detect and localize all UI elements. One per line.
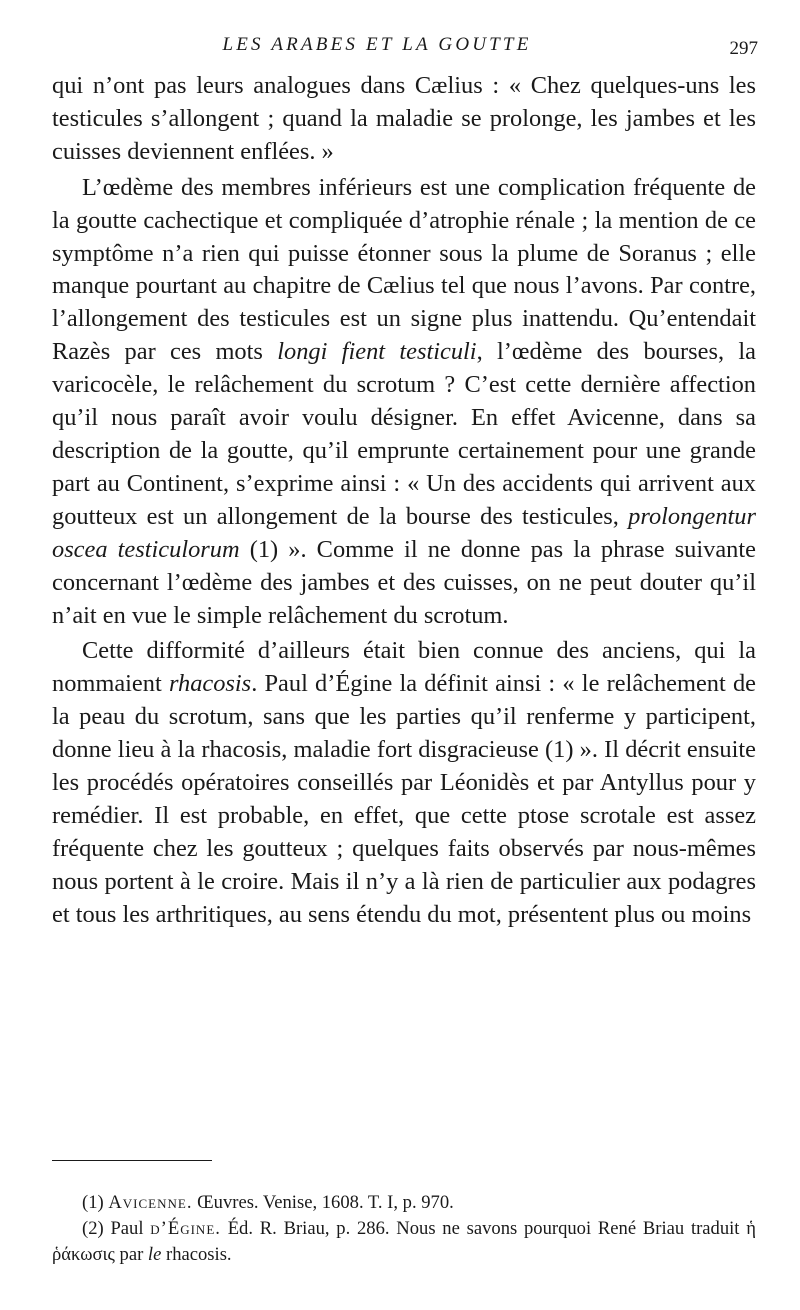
footnote-2: [52, 1216, 756, 1268]
paragraph-3-text-a: Cette difformité d’ailleurs était bien connue des anciens, qui la nommaient: [52, 637, 756, 698]
running-head: [52, 34, 758, 58]
paragraph-2-text-b: , l’œdème des bourses, la varicocèle, le relâchement du scrotum ? C’est cette dernière affection qu’il nous paraît avoir voulu désigner. En effet Avicenne, dans sa description de la goutte, qu’il emprunte certainement pour une grande part au Continent, s’exprime ainsi : « Un des accidents qui arrivent aux goutteux est un allongement de la bourse des testicules,: [52, 338, 756, 530]
footnote-2-text-b: par: [119, 1244, 144, 1265]
footnote-2-le: le: [147, 1244, 162, 1265]
body-text: [52, 70, 756, 932]
latin-quote-2: prolongentur oscea testiculorum: [52, 502, 756, 563]
footnote-2-author: d’Égine.: [150, 1218, 221, 1239]
footnote-1-number: (1): [82, 1192, 104, 1213]
term-rhacosis: rhacosis: [168, 670, 252, 698]
footnote-2-text-c: rhacosis.: [166, 1244, 232, 1265]
paragraph-2-text-a: L’œdème des membres inférieurs est une complication fréquente de la goutte cachectique et compliquée d’atrophie rénale ; la mention de ce symptôme n’a rien qui puisse étonner sous la plume de Soranus ; elle manque pourtant au chapitre de Cælius tel que nous l’avons. Par contre, l’allongement des testicules est un signe plus inattendu. Qu’entendait Razès par ces mots: [52, 173, 756, 366]
paragraph-1-text: qui n’ont pas leurs analogues dans Cælius : « Chez quelques-uns les testicules s’allongent ; quand la maladie se prolonge, les jambes et les cuisses deviennent enflées. »: [52, 72, 756, 165]
footnote-2-author-pre: Paul: [110, 1218, 144, 1239]
paragraph-3: [52, 635, 756, 931]
footnotes: [52, 1190, 756, 1268]
footnote-1: [52, 1190, 756, 1216]
footnote-1-author: Avicenne.: [108, 1192, 193, 1213]
paragraph-1: [52, 70, 756, 169]
footnote-2-text-a: Éd. R. Briau, p. 286. Nous ne savons pourquoi René Briau traduit: [227, 1218, 740, 1239]
footnote-2-number: (2): [82, 1218, 104, 1239]
page-number: 297: [729, 38, 758, 59]
footnote-2-greek: ἡ ῥάκωσις: [52, 1218, 756, 1265]
running-title: LES ARABES ET LA GOUTTE: [222, 34, 532, 55]
footnote-1-text: Œuvres. Venise, 1608. T. I, p. 970.: [197, 1192, 454, 1213]
paragraph-2-text-c: (1) ». Comme il ne donne pas la phrase suivante concernant l’œdème des jambes et des cuisses, on ne peut douter qu’il n’ait en vue le simple relâchement du scrotum.: [52, 535, 756, 629]
paragraph-3-text-b: . Paul d’Égine la définit ainsi : « le relâchement de la peau du scrotum, sans que les parties qu’il renferme y participent, donne lieu à la rhacosis, maladie fort disgracieuse (1) ». Il décrit ensuite les procédés opératoires conseillés par Léonidès et par Antyllus pour y remédier. Il est probable, en effet, que cette ptose scrotale est assez fréquente chez les goutteux ; quelques faits observés par nous-mêmes nous portent à le croire. Mais il n’y a là rien de particulier aux podagres et tous les arthritiques, au sens étendu du mot, présentent plus ou moins: [52, 670, 756, 928]
latin-quote-1: longi fient testiculi: [277, 338, 477, 366]
footnote-rule: [52, 1160, 212, 1161]
paragraph-2: [52, 172, 756, 633]
